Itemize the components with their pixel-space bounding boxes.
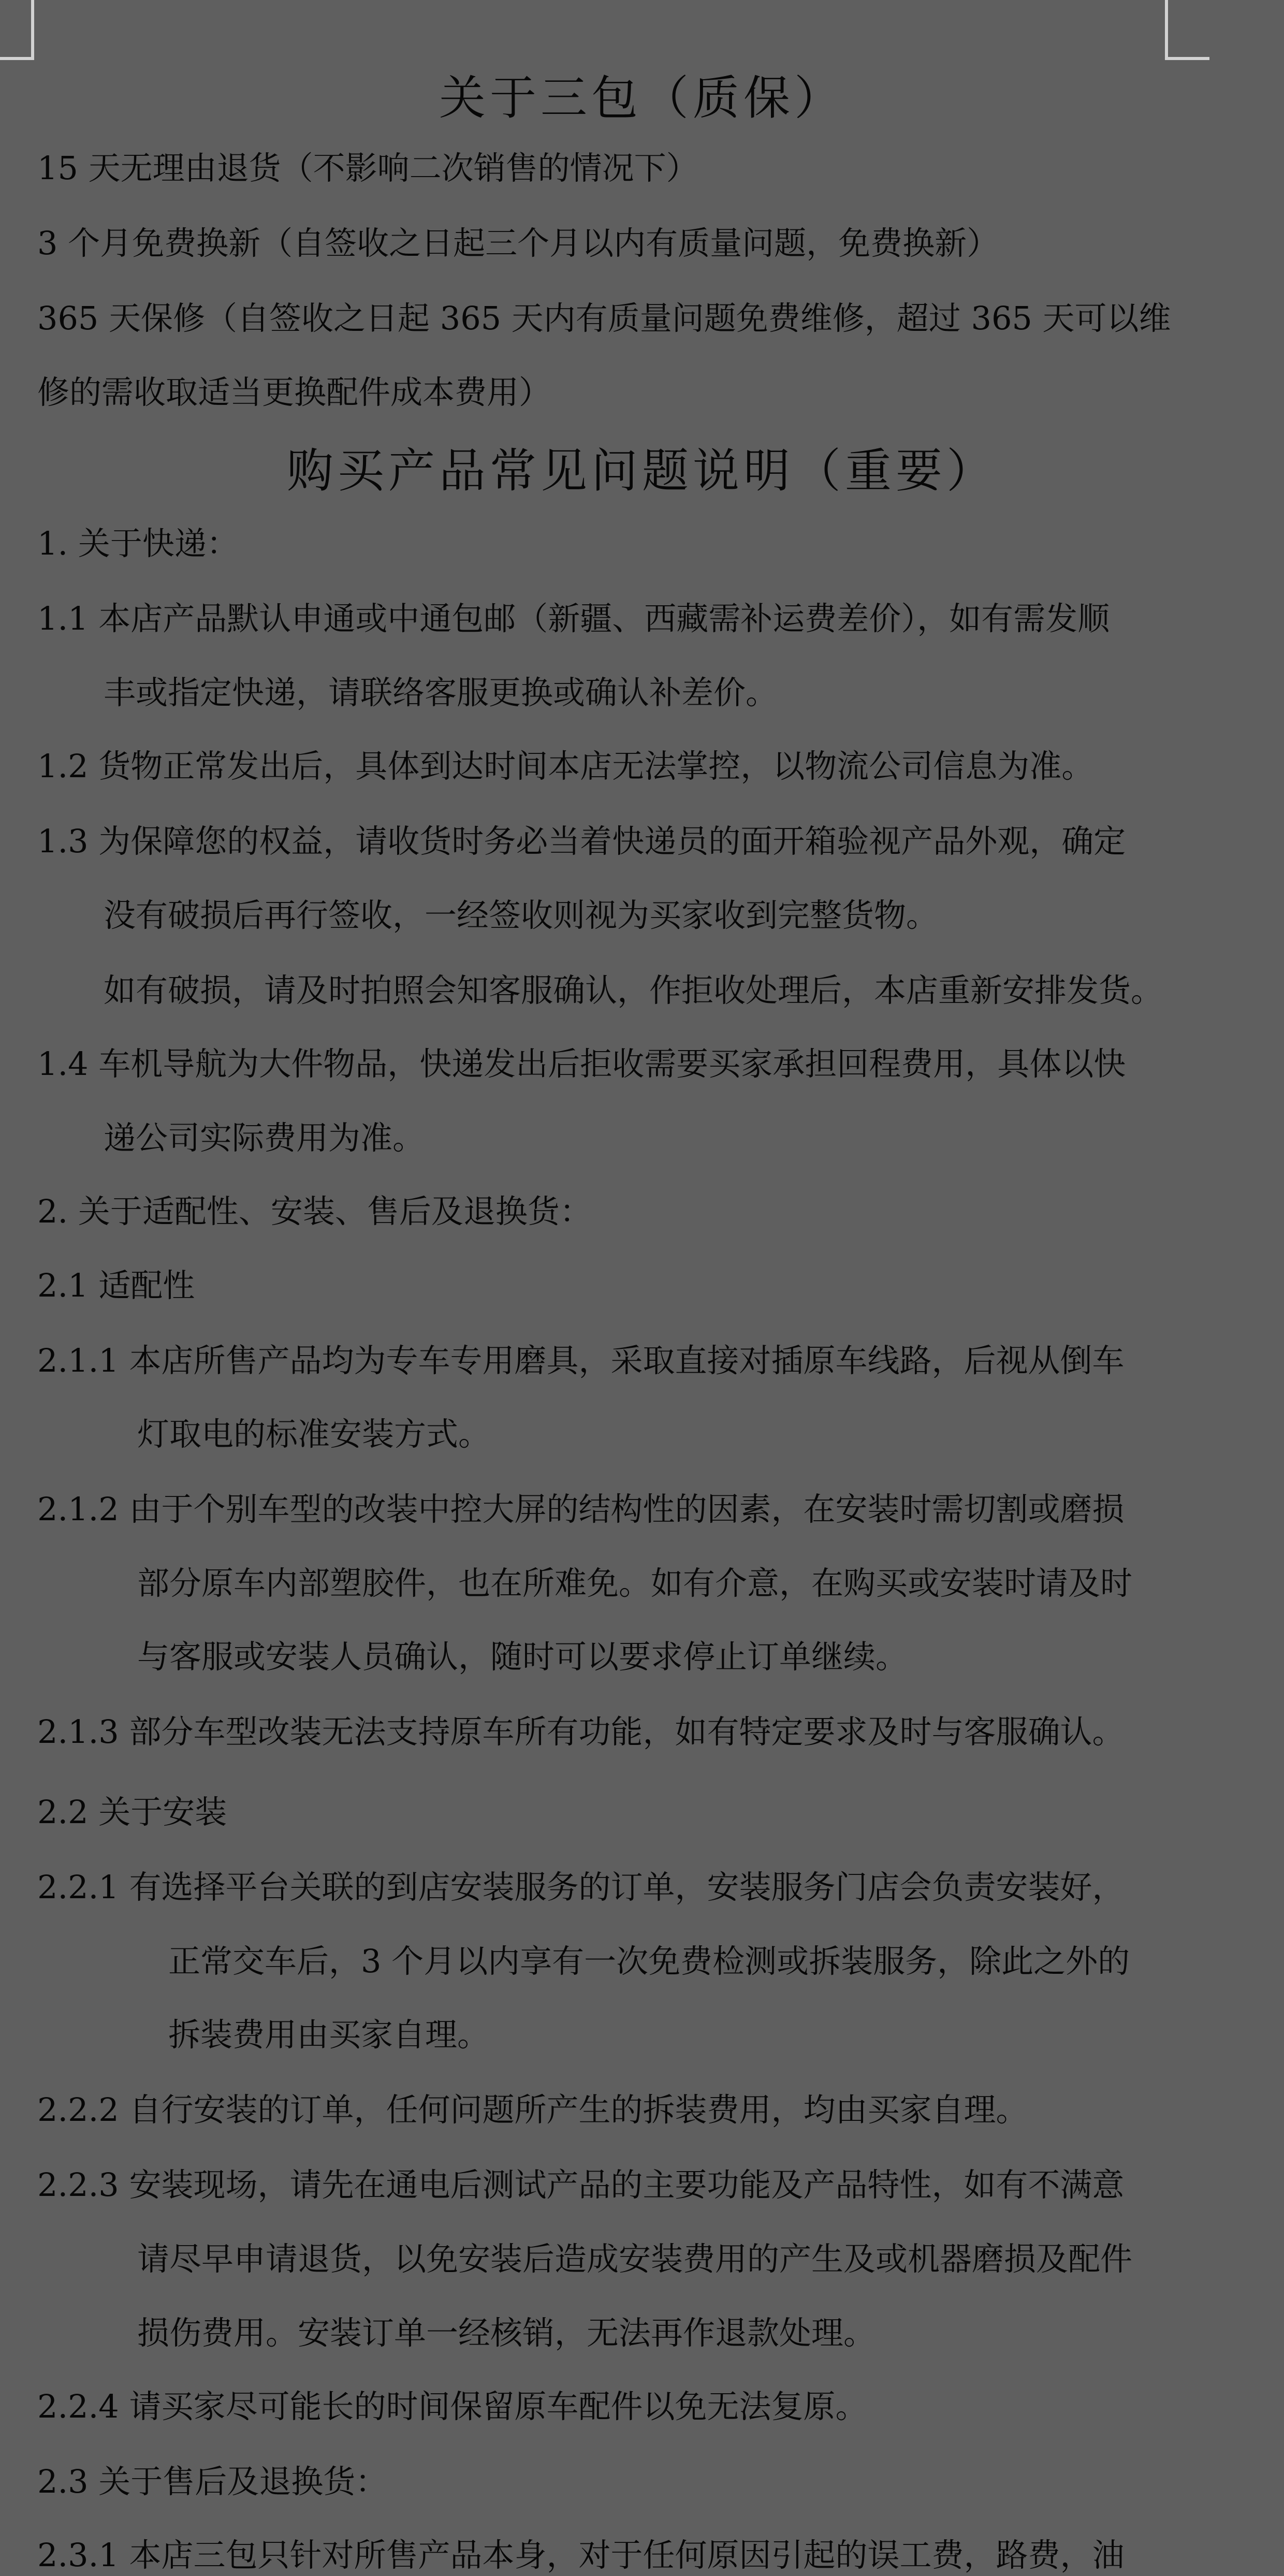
paragraph-line: 正常交车后，3 个月以内享有一次免费检测或拆装服务，除此之外的 xyxy=(168,1942,1130,1980)
title-warranty: 关于三包（质保） xyxy=(439,71,845,125)
paragraph-line: 2.1.2 由于个别车型的改装中控大屏的结构性的因素，在安装时需切割或磨损 xyxy=(37,1490,1125,1528)
paragraph-line: 与客服或安装人员确认，随时可以要求停止订单继续。 xyxy=(137,1638,908,1676)
title-faq: 购买产品常见问题说明（重要） xyxy=(287,444,997,498)
paragraph-line: 2.3.1 本店三包只针对所售产品本身，对于任何原因引起的误工费，路费，油 xyxy=(37,2536,1125,2574)
paragraph-line: 2.2.2 自行安装的订单，任何问题所产生的拆装费用，均由买家自理。 xyxy=(37,2091,1028,2129)
paragraph-line: 如有破损，请及时拍照会知客服确认，作拒收处理后，本店重新安排发货。 xyxy=(104,971,1163,1009)
subsection-heading: 2.2 关于安装 xyxy=(37,1793,227,1831)
subsection-heading: 2.3 关于售后及退换货： xyxy=(37,2463,388,2500)
paragraph-line: 丰或指定快递，请联络客服更换或确认补差价。 xyxy=(104,674,778,711)
warranty-line: 3 个月免费换新（自签收之日起三个月以内有质量问题，免费换新） xyxy=(37,224,999,262)
paragraph-line: 1.4 车机导航为大件物品，快递发出后拒收需要买家承担回程费用，具体以快 xyxy=(37,1045,1126,1083)
subsection-heading: 2.1 适配性 xyxy=(37,1267,195,1304)
warranty-line: 15 天无理由退货（不影响二次销售的情况下） xyxy=(37,149,698,187)
warranty-line: 365 天保修（自签收之日起 365 天内有质量问题免费维修，超过 365 天可以维 xyxy=(37,299,1171,337)
paragraph-line: 拆装费用由买家自理。 xyxy=(168,2016,490,2054)
paragraph-line: 请尽早申请退货，以免安装后造成安装费用的产生及或机器磨损及配件 xyxy=(137,2240,1133,2278)
paragraph-line: 部分原车内部塑胶件，也在所难免。如有介意，在购买或安装时请及时 xyxy=(137,1564,1133,1602)
paragraph-line: 1.2 货物正常发出后，具体到达时间本店无法掌控，以物流公司信息为准。 xyxy=(37,747,1094,785)
paragraph-line: 灯取电的标准安装方式。 xyxy=(137,1415,491,1453)
paragraph-line: 2.1.1 本店所售产品均为专车专用磨具，采取直接对插原车线路，后视从倒车 xyxy=(37,1342,1125,1379)
paragraph-line: 1.3 为保障您的权益，请收货时务必当着快递员的面开箱验视产品外观，确定 xyxy=(37,822,1126,860)
section-heading: 2. 关于适配性、安装、售后及退换货： xyxy=(37,1192,592,1230)
paragraph-line: 1.1 本店产品默认申通或中通包邮（新疆、西藏需补运费差价），如有需发顺 xyxy=(37,600,1110,637)
paragraph-line: 没有破损后再行签收，一经签收则视为买家收到完整货物。 xyxy=(104,896,939,934)
paragraph-line: 2.2.3 安装现场，请先在通电后测试产品的主要功能及产品特性，如有不满意 xyxy=(37,2166,1125,2204)
paragraph-line: 递公司实际费用为准。 xyxy=(104,1119,425,1157)
paragraph-line: 2.2.4 请买家尽可能长的时间保留原车配件以免无法复原。 xyxy=(37,2388,868,2425)
section-heading: 1. 关于快递： xyxy=(37,525,239,562)
paragraph-line: 2.2.1 有选择平台关联的到店安装服务的订单，安装服务门店会负责安装好， xyxy=(37,1868,1125,1906)
paragraph-line: 2.1.3 部分车型改装无法支持原车所有功能，如有特定要求及时与客服确认。 xyxy=(37,1713,1125,1751)
warranty-line: 修的需收取适当更换配件成本费用） xyxy=(37,373,551,411)
paragraph-line: 损伤费用。安装订单一经核销，无法再作退款处理。 xyxy=(137,2314,876,2352)
